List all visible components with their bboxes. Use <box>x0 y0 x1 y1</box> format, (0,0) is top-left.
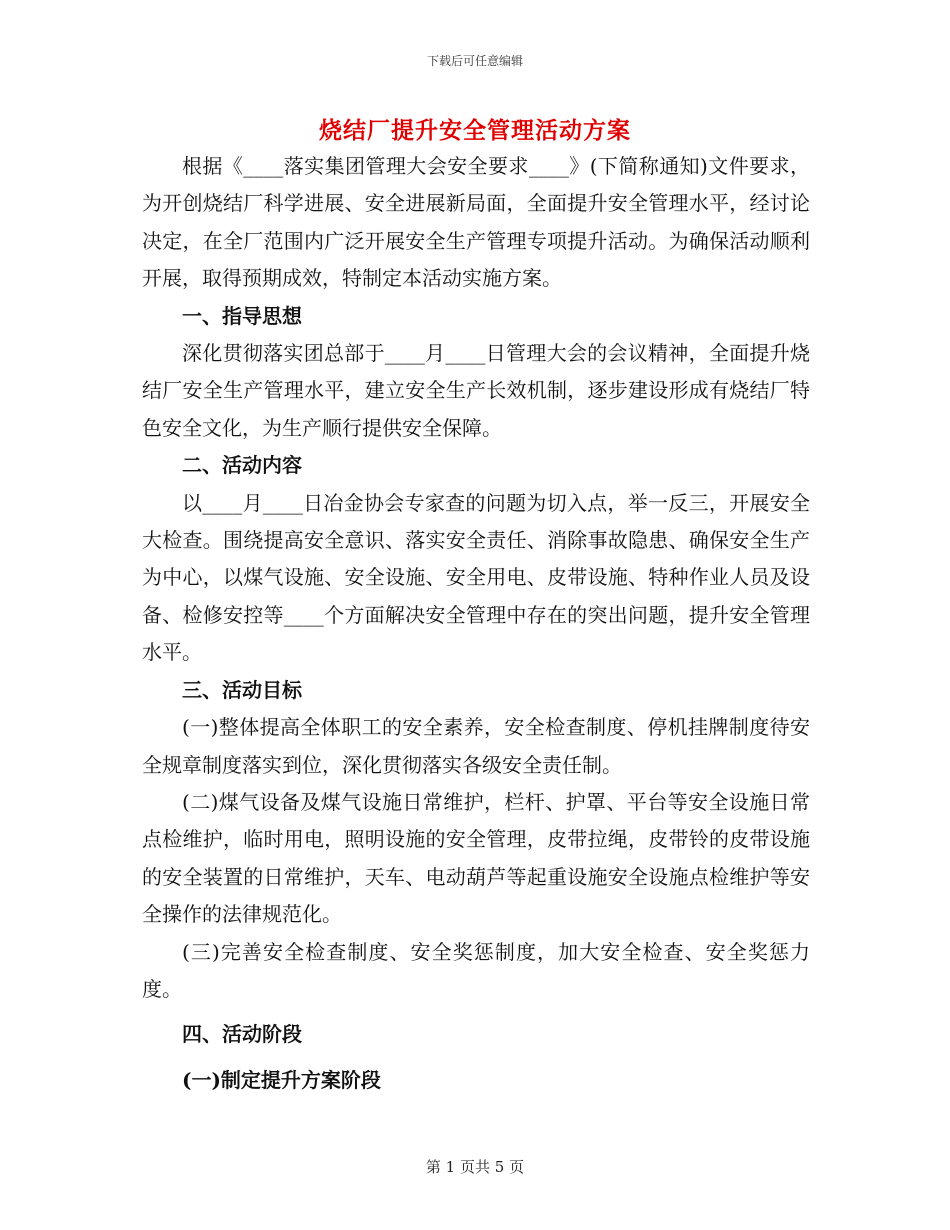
goal-item-1: (一)整体提高全体职工的安全素养，安全检查制度、停机挂牌制度待安全规章制度落实到位，深化贯彻落实各级安全责任制。 <box>142 715 810 777</box>
guiding-thought-paragraph: 深化贯彻落实团总部于____月____日管理大会的会议精神，全面提升烧结厂安全生产管理水平，建立安全生产长效机制，逐步建设形成有烧结厂特色安全文化，为生产顺行提供安全保障。 <box>142 341 810 440</box>
spacer <box>142 1008 810 1016</box>
activity-content-paragraph: 以____月____日冶金协会专家查的问题为切入点，举一反三，开展安全大检查。围绕提高安全意识、落实安全责任、消除事故隐患、确保安全生产为中心，以煤气设施、安全设施、安全用电、皮带设施、特种作业人员及设备、检修安控等____个方面解决安全管理中存在的突出问题，提升安全管理水平。 <box>142 490 810 665</box>
section-heading-activity-goals: 三、活动目标 <box>182 677 302 702</box>
goal-item-3: (三)完善安全检查制度、安全奖惩制度，加大安全检查、安全奖惩力度。 <box>142 939 810 1001</box>
subsection-heading-plan-stage: (一)制定提升方案阶段 <box>182 1067 381 1092</box>
page-number: 第 1 页共 5 页 <box>425 1158 525 1176</box>
header-note: 下载后可任意编辑 <box>426 54 523 68</box>
document-body <box>142 148 810 1099</box>
section-heading-guiding-thought: 一、指导思想 <box>182 303 302 328</box>
intro-paragraph: 根据《____落实集团管理大会安全要求____》(下简称通知)文件要求，为开创烧结厂科学进展、安全进展新局面，全面提升安全管理水平，经讨论决定，在全厂范围内广泛开展安全生产管理专项提升活动。为确保活动顺利开展，取得预期成效，特制定本活动实施方案。 <box>142 154 810 291</box>
section-heading-activity-stages: 四、活动阶段 <box>182 1022 302 1047</box>
goal-item-2: (二)煤气设备及煤气设施日常维护，栏杆、护罩、平台等安全设施日常点检维护，临时用电，照明设施的安全管理，皮带拉绳，皮带铃的皮带设施的安全装置的日常维护，天车、电动葫芦等起重设施安全设施点检维护等安全操作的法律规范化。 <box>142 789 810 927</box>
document-title: 烧结厂提升安全管理活动方案 <box>319 117 631 144</box>
spacer <box>142 1054 810 1062</box>
section-heading-activity-content: 二、活动内容 <box>182 453 302 478</box>
